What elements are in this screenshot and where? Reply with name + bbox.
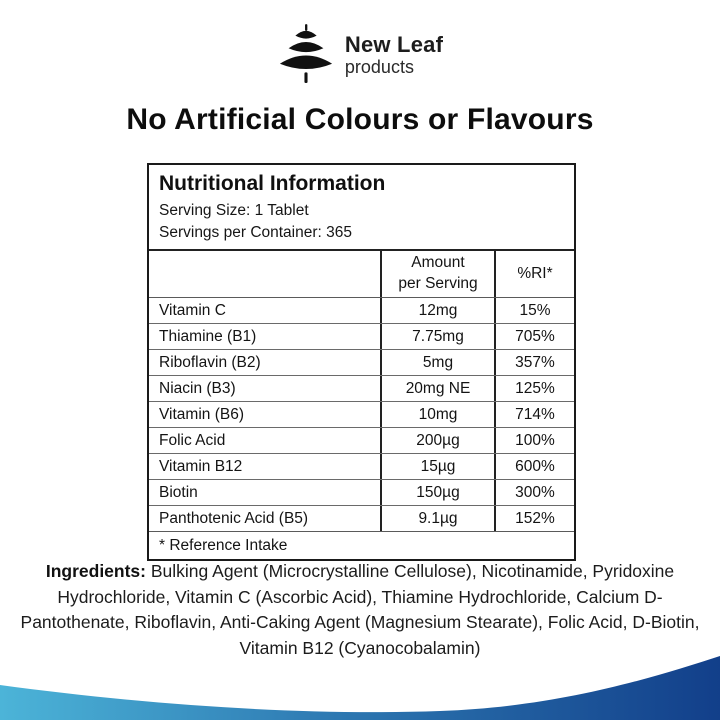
cell-amount: 150µg (380, 480, 494, 505)
header-nutrient (149, 251, 380, 297)
cell-nutrient: Biotin (159, 483, 198, 501)
cell-amount: 20mg NE (380, 376, 494, 401)
cell-nutrient: Vitamin C (159, 301, 226, 319)
header-amount (380, 251, 494, 297)
cell-nutrient: Niacin (B3) (159, 379, 236, 397)
cell-ri: 600% (494, 454, 574, 479)
cell-nutrient: Panthotenic Acid (B5) (159, 509, 309, 527)
table-row (149, 428, 574, 454)
table-row (149, 298, 574, 324)
cell-nutrient: Folic Acid (159, 431, 226, 449)
cell-ri: 125% (494, 376, 574, 401)
cell-nutrient: Vitamin B12 (159, 457, 243, 475)
cell-amount: 12mg (380, 298, 494, 323)
nutrition-table-head (149, 165, 574, 251)
cell-ri: 714% (494, 402, 574, 427)
tree-icon (277, 24, 335, 86)
brand-line1: New Leaf (344, 32, 444, 57)
cell-amount: 200µg (380, 428, 494, 453)
nutrient-rows (149, 298, 574, 532)
cell-ri: 357% (494, 350, 574, 375)
table-row (149, 506, 574, 532)
brand-logo (0, 24, 720, 86)
table-row (149, 454, 574, 480)
servings-per-container: Servings per Container: 365 (159, 224, 353, 241)
claim-headline: No Artificial Colours or Flavours (126, 103, 594, 136)
cell-amount: 15µg (380, 454, 494, 479)
cell-nutrient: Thiamine (B1) (159, 327, 257, 345)
bottom-wave-decoration (0, 644, 720, 720)
nutrition-grid (149, 251, 574, 532)
brand-line2: products (344, 57, 414, 77)
cell-nutrient: Vitamin (B6) (159, 405, 244, 423)
brand-name (345, 34, 443, 76)
cell-amount: 10mg (380, 402, 494, 427)
header-amount-line2: per Serving (398, 275, 478, 292)
table-row (149, 402, 574, 428)
cell-ri: 100% (494, 428, 574, 453)
cell-ri: 705% (494, 324, 574, 349)
cell-nutrient: Riboflavin (B2) (159, 353, 261, 371)
cell-ri: 300% (494, 480, 574, 505)
reference-intake-footnote: * Reference Intake (159, 536, 288, 554)
cell-amount: 9.1µg (380, 506, 494, 531)
nutrition-title: Nutritional Information (159, 172, 386, 195)
ingredients-text: Bulking Agent (Microcrystalline Cellulose), Nicotinamide, Pyridoxine Hydrochloride, Vitamin C (Ascorbic Acid), Thiamine Hydrochloride, Calcium D-Pantothenate, Riboflavin, Anti-Caking Agent (Magnesium Stearate), Folic Acid, D-Biotin, Vitamin B12 (Cyanocobalamin) (20, 561, 700, 658)
cell-ri: 15% (494, 298, 574, 323)
nutrition-table (147, 163, 576, 561)
table-row (149, 376, 574, 402)
table-row (149, 324, 574, 350)
cell-amount: 7.75mg (380, 324, 494, 349)
header-ri: %RI* (494, 251, 574, 297)
table-row (149, 350, 574, 376)
cell-ri: 152% (494, 506, 574, 531)
cell-amount: 5mg (380, 350, 494, 375)
column-header-row (149, 251, 574, 298)
ingredients-label: Ingredients: (45, 561, 146, 581)
table-row (149, 480, 574, 506)
header-amount-line1: Amount (411, 254, 465, 272)
serving-size: Serving Size: 1 Tablet (159, 202, 309, 219)
